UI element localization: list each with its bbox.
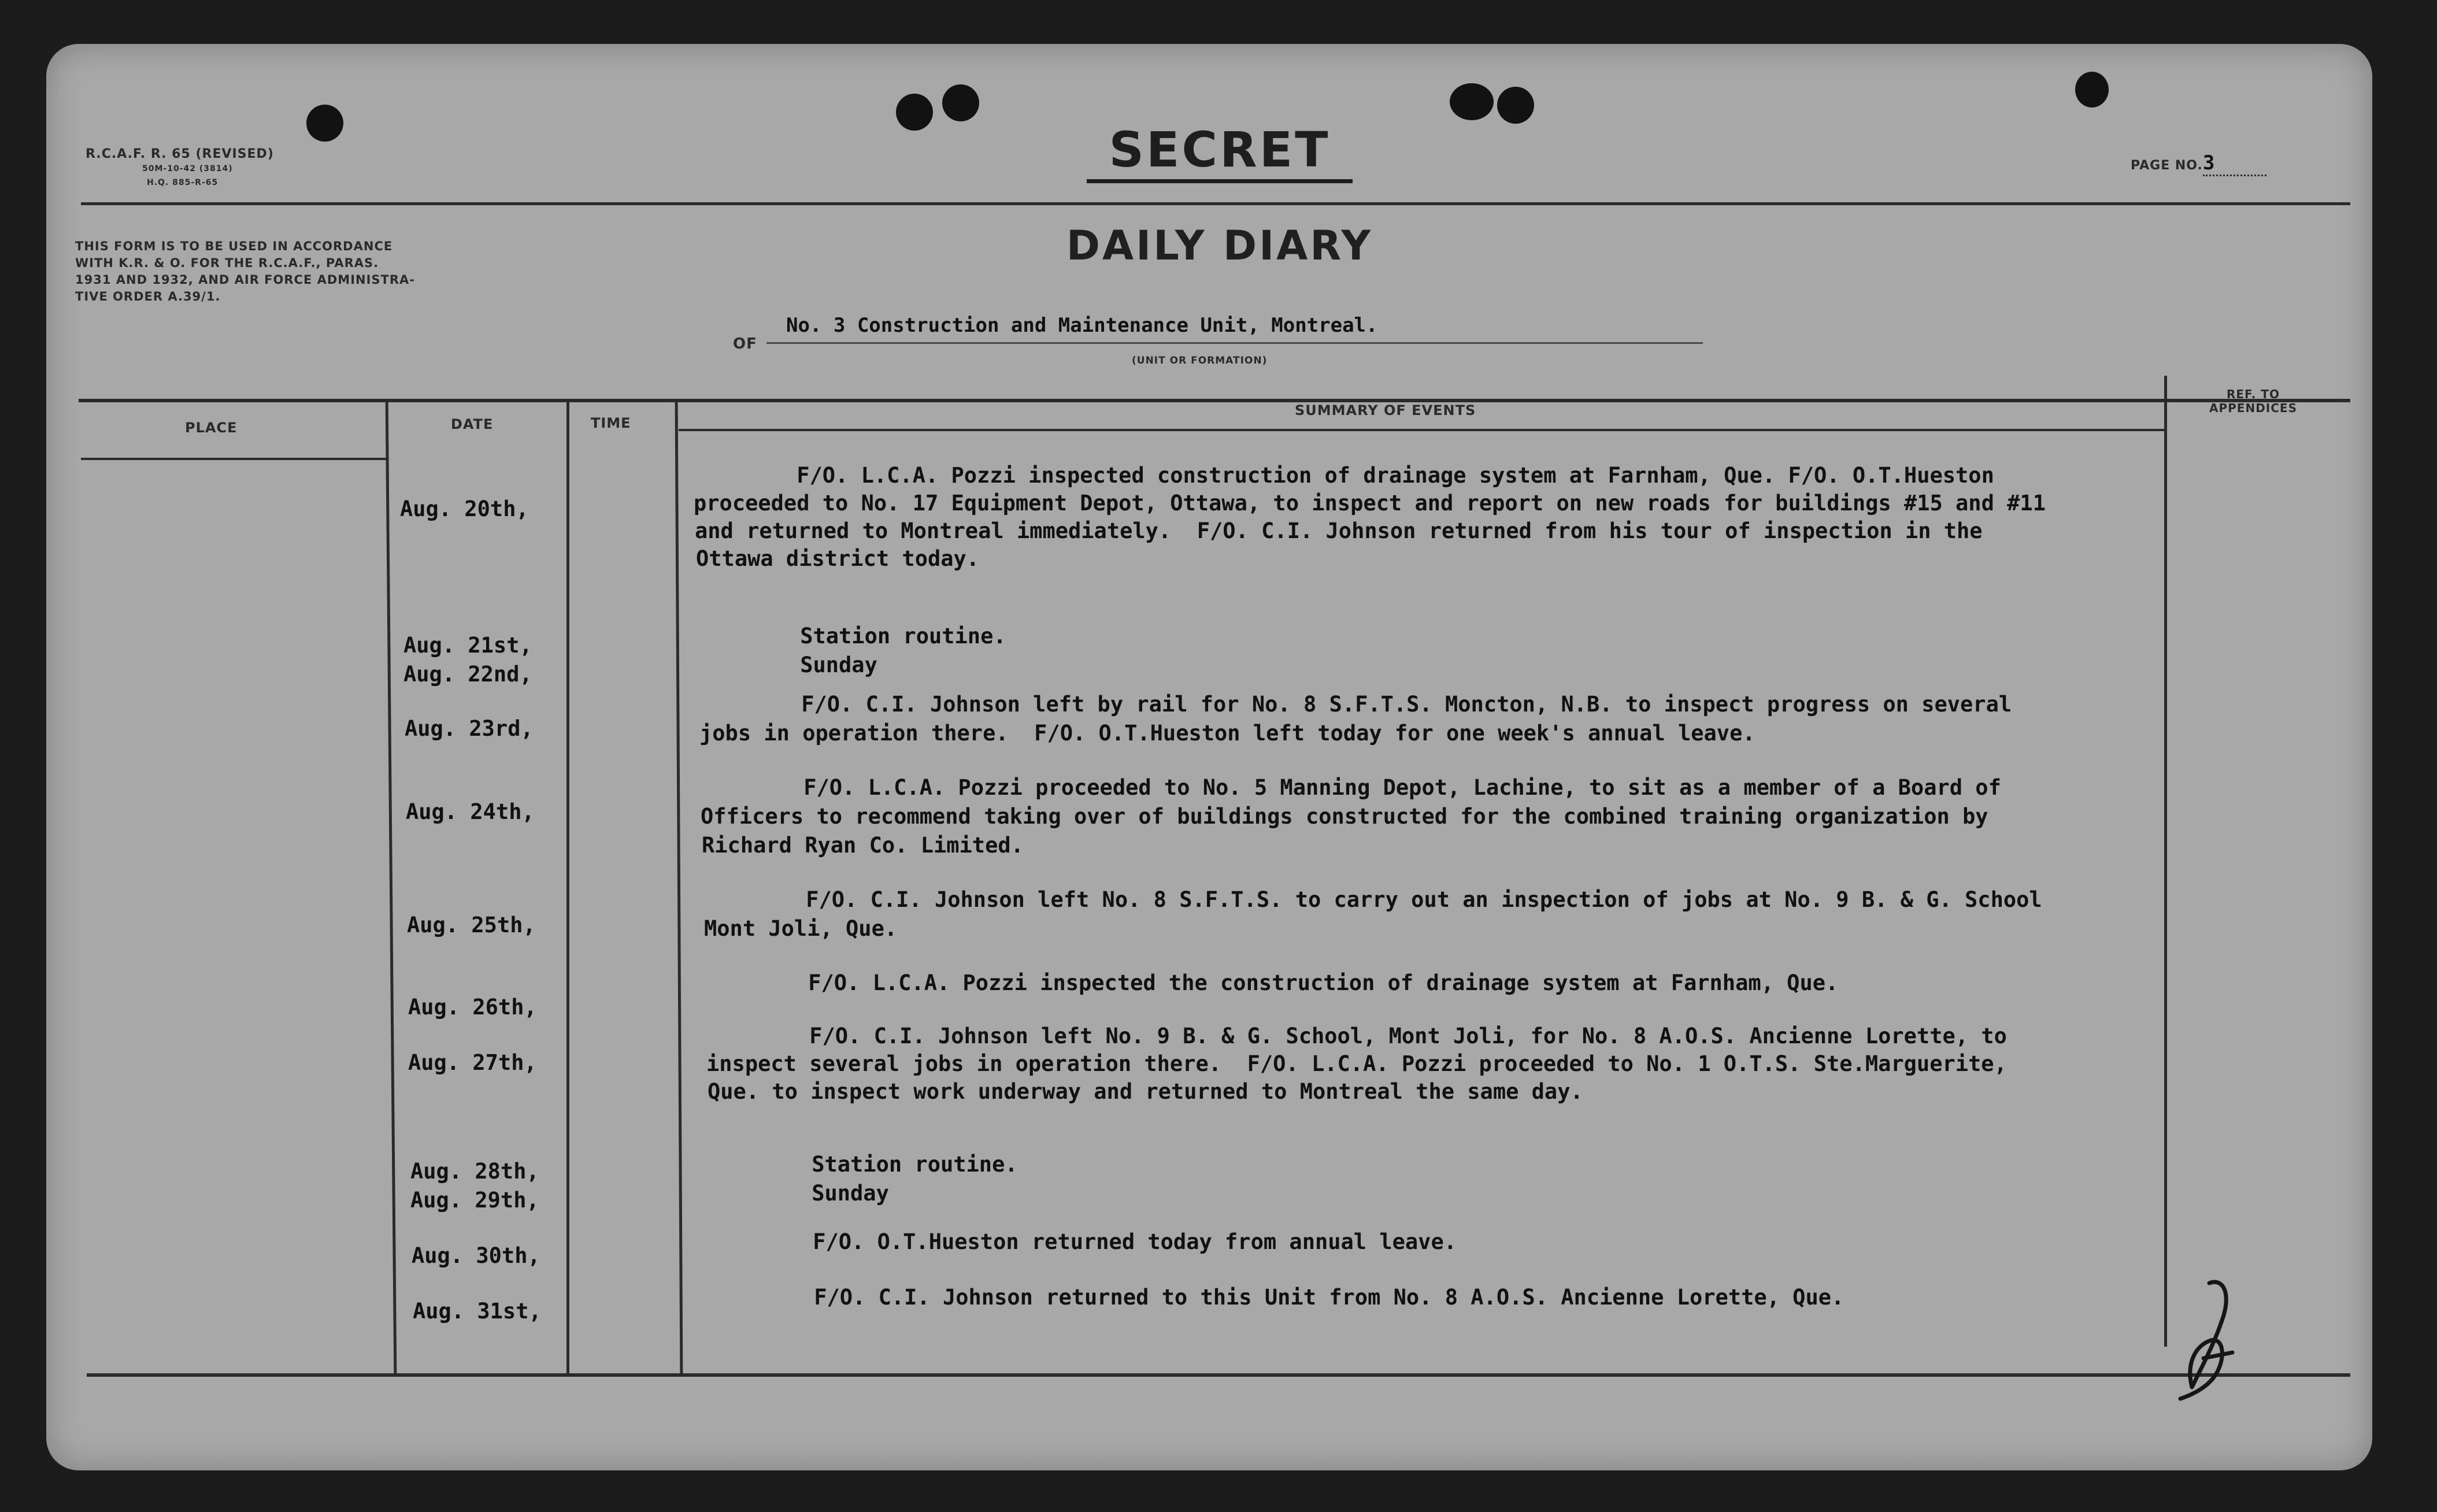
date-entry: Aug. 29th, — [410, 1188, 539, 1213]
unit-name: No. 3 Construction and Maintenance Unit, Montreal. — [786, 314, 1378, 337]
event-line: Mont Joli, Que. — [704, 916, 898, 941]
date-entry: Aug. 28th, — [410, 1159, 539, 1184]
event-line: proceeded to No. 17 Equipment Depot, Ottawa, to inspect and report on new roads for buildings #15 and #11 — [694, 491, 2046, 516]
event-line: Richard Ryan Co. Limited. — [702, 833, 1024, 858]
date-entry: Aug. 24th, — [406, 799, 535, 824]
date-entry: Aug. 23rd, — [405, 716, 534, 741]
column-header-date: DATE — [451, 416, 494, 432]
page-number: 3 — [2203, 151, 2266, 176]
event-line: Sunday — [697, 653, 877, 677]
event-line: F/O. L.C.A. Pozzi inspected the construction of drainage system at Farnham, Que. — [705, 970, 1839, 995]
event-line: F/O. O.T.Hueston returned today from annual leave. — [710, 1229, 1457, 1254]
column-header-summary: SUMMARY OF EVENTS — [1295, 402, 1476, 418]
security-classification: SECRET — [1087, 121, 1353, 183]
punch-hole — [2075, 72, 2109, 108]
date-entry: Aug. 30th, — [412, 1243, 540, 1268]
punch-hole — [1497, 87, 1534, 124]
form-code: R.C.A.F. R. 65 (REVISED) — [86, 147, 274, 161]
form-code-line3: H.Q. 885-R-65 — [147, 178, 218, 187]
column-header-ref: REF. TO APPENDICES — [2209, 387, 2297, 415]
header-rule — [81, 202, 2350, 205]
event-line: Officers to recommend taking over of buildings constructed for the combined training organization by — [701, 804, 1988, 829]
event-line: Station routine. — [709, 1152, 1018, 1177]
column-header-rule — [679, 429, 2164, 431]
date-entry: Aug. 31st, — [413, 1299, 542, 1324]
of-label: OF — [733, 335, 757, 353]
punch-hole — [942, 84, 979, 121]
event-line: F/O. L.C.A. Pozzi proceeded to No. 5 Manning Depot, Lachine, to sit as a member of a Board of — [701, 775, 2001, 800]
unit-underline — [766, 342, 1703, 344]
event-line: F/O. L.C.A. Pozzi inspected construction of drainage system at Farnham, Que. F/O. O.T.Hueston — [694, 463, 1994, 488]
event-line: Que. to inspect work underway and returned to Montreal the same day. — [708, 1079, 1583, 1104]
column-header-place: PLACE — [185, 420, 238, 436]
event-line: Station routine. — [697, 624, 1006, 648]
form-instructions: THIS FORM IS TO BE USED IN ACCORDANCE WITH K.R. & O. FOR THE R.C.A.F., PARAS. 1931 AND 1932, AND AIR FORCE ADMINISTRA- TIVE ORDER A.39/1. — [75, 239, 415, 303]
diary-title: DAILY DIARY — [1066, 222, 1373, 269]
column-header-rule — [81, 458, 388, 460]
signature-initials — [2169, 1272, 2250, 1404]
event-line: and returned to Montreal immediately. F/O. C.I. Johnson returned from his tour of inspection in the — [695, 518, 1983, 543]
punch-hole — [896, 94, 933, 131]
column-divider — [566, 401, 569, 1374]
date-entry: Aug. 22nd, — [403, 662, 532, 687]
date-entry: Aug. 20th, — [400, 496, 529, 521]
event-line: F/O. C.I. Johnson left No. 8 S.F.T.S. to carry out an inspection of jobs at No. 9 B. & G. School — [703, 887, 2042, 912]
event-line: F/O. C.I. Johnson left No. 9 B. & G. School, Mont Joli, for No. 8 A.O.S. Ancienne Lorette, to — [706, 1024, 2007, 1048]
event-line: F/O. C.I. Johnson returned to this Unit from No. 8 A.O.S. Ancienne Lorette, Que. — [711, 1285, 1845, 1310]
table-bottom-rule — [87, 1373, 2350, 1377]
date-entry: Aug. 27th, — [408, 1050, 537, 1075]
punch-hole — [306, 105, 343, 142]
event-line: Sunday — [709, 1181, 889, 1206]
column-divider — [2164, 376, 2167, 1347]
table-top-rule — [79, 399, 2350, 402]
column-header-time: TIME — [591, 415, 631, 431]
date-entry: Aug. 25th, — [407, 913, 536, 937]
form-code-line2: 50M-10-42 (3814) — [142, 164, 233, 173]
event-line: F/O. C.I. Johnson left by rail for No. 8 S.F.T.S. Moncton, N.B. to inspect progress on several — [698, 692, 2012, 717]
event-line: jobs in operation there. F/O. O.T.Hueston left today for one week's annual leave. — [699, 721, 1755, 746]
date-entry: Aug. 21st, — [403, 633, 532, 658]
page-number-label: PAGE NO.3 — [2131, 151, 2266, 176]
unit-caption: (UNIT OR FORMATION) — [1132, 355, 1268, 366]
date-entry: Aug. 26th, — [408, 995, 537, 1020]
event-line: inspect several jobs in operation there. F/O. L.C.A. Pozzi proceeded to No. 1 O.T.S. Ste.Marguerite, — [706, 1051, 2007, 1076]
event-line: Ottawa district today. — [696, 546, 980, 571]
punch-hole — [1450, 83, 1494, 120]
